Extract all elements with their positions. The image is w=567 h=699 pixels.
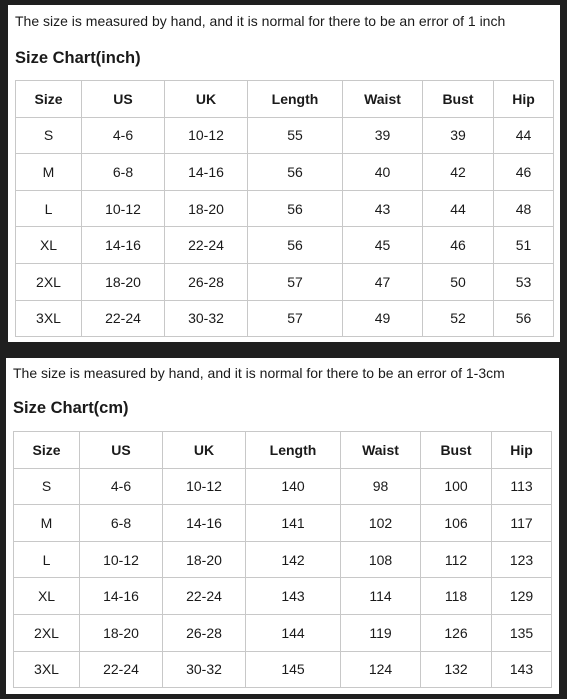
table-cell: 10-12 [82, 190, 165, 227]
table-cell: 30-32 [165, 300, 248, 337]
chart-title: Size Chart(cm) [13, 399, 129, 417]
table-cell: 3XL [14, 651, 80, 688]
column-header: Size [16, 81, 82, 118]
table-cell: 117 [492, 505, 552, 542]
column-header: Waist [341, 432, 421, 469]
table-cell: 108 [341, 541, 421, 578]
column-header: UK [163, 432, 246, 469]
table-row [16, 300, 554, 337]
table-cell: 18-20 [80, 614, 163, 651]
table-row [14, 614, 552, 651]
table-cell: 26-28 [163, 614, 246, 651]
table-cell: 4-6 [80, 468, 163, 505]
table-row [14, 505, 552, 542]
table-row [16, 154, 554, 191]
size-table [15, 80, 554, 337]
table-cell: 132 [421, 651, 492, 688]
table-cell: 10-12 [163, 468, 246, 505]
column-header: Hip [492, 432, 552, 469]
table-cell: S [14, 468, 80, 505]
table-cell: 129 [492, 578, 552, 615]
table-cell: 144 [246, 614, 341, 651]
table-cell: 22-24 [80, 651, 163, 688]
table-cell: 22-24 [82, 300, 165, 337]
table-cell: 102 [341, 505, 421, 542]
size-table [13, 431, 552, 688]
table-cell: S [16, 117, 82, 154]
column-header: Length [246, 432, 341, 469]
table-cell: 118 [421, 578, 492, 615]
column-header: US [82, 81, 165, 118]
table-cell: 46 [423, 227, 494, 264]
table-cell: 49 [343, 300, 423, 337]
table-cell: 43 [343, 190, 423, 227]
table-cell: 40 [343, 154, 423, 191]
table-cell: 57 [248, 263, 343, 300]
table-cell: 3XL [16, 300, 82, 337]
table-cell: XL [16, 227, 82, 264]
table-cell: 18-20 [82, 263, 165, 300]
column-header: Bust [421, 432, 492, 469]
table-cell: M [16, 154, 82, 191]
column-header: UK [165, 81, 248, 118]
table-cell: 140 [246, 468, 341, 505]
table-cell: 98 [341, 468, 421, 505]
table-cell: 10-12 [80, 541, 163, 578]
table-cell: 50 [423, 263, 494, 300]
table-row [14, 541, 552, 578]
table-cell: L [16, 190, 82, 227]
table-row [16, 190, 554, 227]
table-cell: 10-12 [165, 117, 248, 154]
table-cell: 52 [423, 300, 494, 337]
table-row [16, 117, 554, 154]
table-cell: 143 [246, 578, 341, 615]
table-cell: 30-32 [163, 651, 246, 688]
table-cell: 6-8 [80, 505, 163, 542]
table-cell: 42 [423, 154, 494, 191]
column-header: Bust [423, 81, 494, 118]
table-cell: 51 [494, 227, 554, 264]
table-cell: 112 [421, 541, 492, 578]
table-cell: M [14, 505, 80, 542]
table-cell: 44 [423, 190, 494, 227]
table-cell: 145 [246, 651, 341, 688]
column-header: Hip [494, 81, 554, 118]
measurement-note: The size is measured by hand, and it is normal for there to be an error of 1 inch [15, 13, 506, 29]
table-cell: 44 [494, 117, 554, 154]
table-cell: 57 [248, 300, 343, 337]
table-cell: 123 [492, 541, 552, 578]
table-cell: 114 [341, 578, 421, 615]
table-cell: 18-20 [163, 541, 246, 578]
table-cell: 14-16 [163, 505, 246, 542]
table-cell: 4-6 [82, 117, 165, 154]
table-cell: 106 [421, 505, 492, 542]
table-cell: 39 [423, 117, 494, 154]
table-cell: 22-24 [165, 227, 248, 264]
table-cell: 100 [421, 468, 492, 505]
table-cell: 14-16 [82, 227, 165, 264]
table-cell: 6-8 [82, 154, 165, 191]
table-cell: 14-16 [80, 578, 163, 615]
table-cell: 56 [248, 227, 343, 264]
table-row [14, 468, 552, 505]
table-cell: 48 [494, 190, 554, 227]
table-header-row [16, 81, 554, 118]
table-row [14, 651, 552, 688]
table-cell: XL [14, 578, 80, 615]
table-cell: 119 [341, 614, 421, 651]
table-cell: 141 [246, 505, 341, 542]
table-cell: 46 [494, 154, 554, 191]
table-cell: 18-20 [165, 190, 248, 227]
table-header-row [14, 432, 552, 469]
column-header: Length [248, 81, 343, 118]
table-cell: 56 [248, 154, 343, 191]
table-cell: 26-28 [165, 263, 248, 300]
column-header: Size [14, 432, 80, 469]
table-row [16, 263, 554, 300]
table-row [16, 227, 554, 264]
table-cell: 56 [248, 190, 343, 227]
table-cell: 53 [494, 263, 554, 300]
inch-size-chart-panel [8, 5, 560, 342]
chart-title: Size Chart(inch) [15, 49, 141, 67]
table-cell: 47 [343, 263, 423, 300]
cm-size-chart-panel [6, 358, 559, 694]
table-cell: 55 [248, 117, 343, 154]
measurement-note: The size is measured by hand, and it is normal for there to be an error of 1-3cm [13, 365, 505, 381]
table-cell: 2XL [16, 263, 82, 300]
table-cell: 56 [494, 300, 554, 337]
table-cell: 39 [343, 117, 423, 154]
table-cell: L [14, 541, 80, 578]
table-cell: 45 [343, 227, 423, 264]
table-row [14, 578, 552, 615]
table-cell: 2XL [14, 614, 80, 651]
table-cell: 113 [492, 468, 552, 505]
table-cell: 143 [492, 651, 552, 688]
table-cell: 142 [246, 541, 341, 578]
table-cell: 22-24 [163, 578, 246, 615]
column-header: US [80, 432, 163, 469]
table-cell: 135 [492, 614, 552, 651]
table-cell: 126 [421, 614, 492, 651]
table-cell: 14-16 [165, 154, 248, 191]
column-header: Waist [343, 81, 423, 118]
table-cell: 124 [341, 651, 421, 688]
